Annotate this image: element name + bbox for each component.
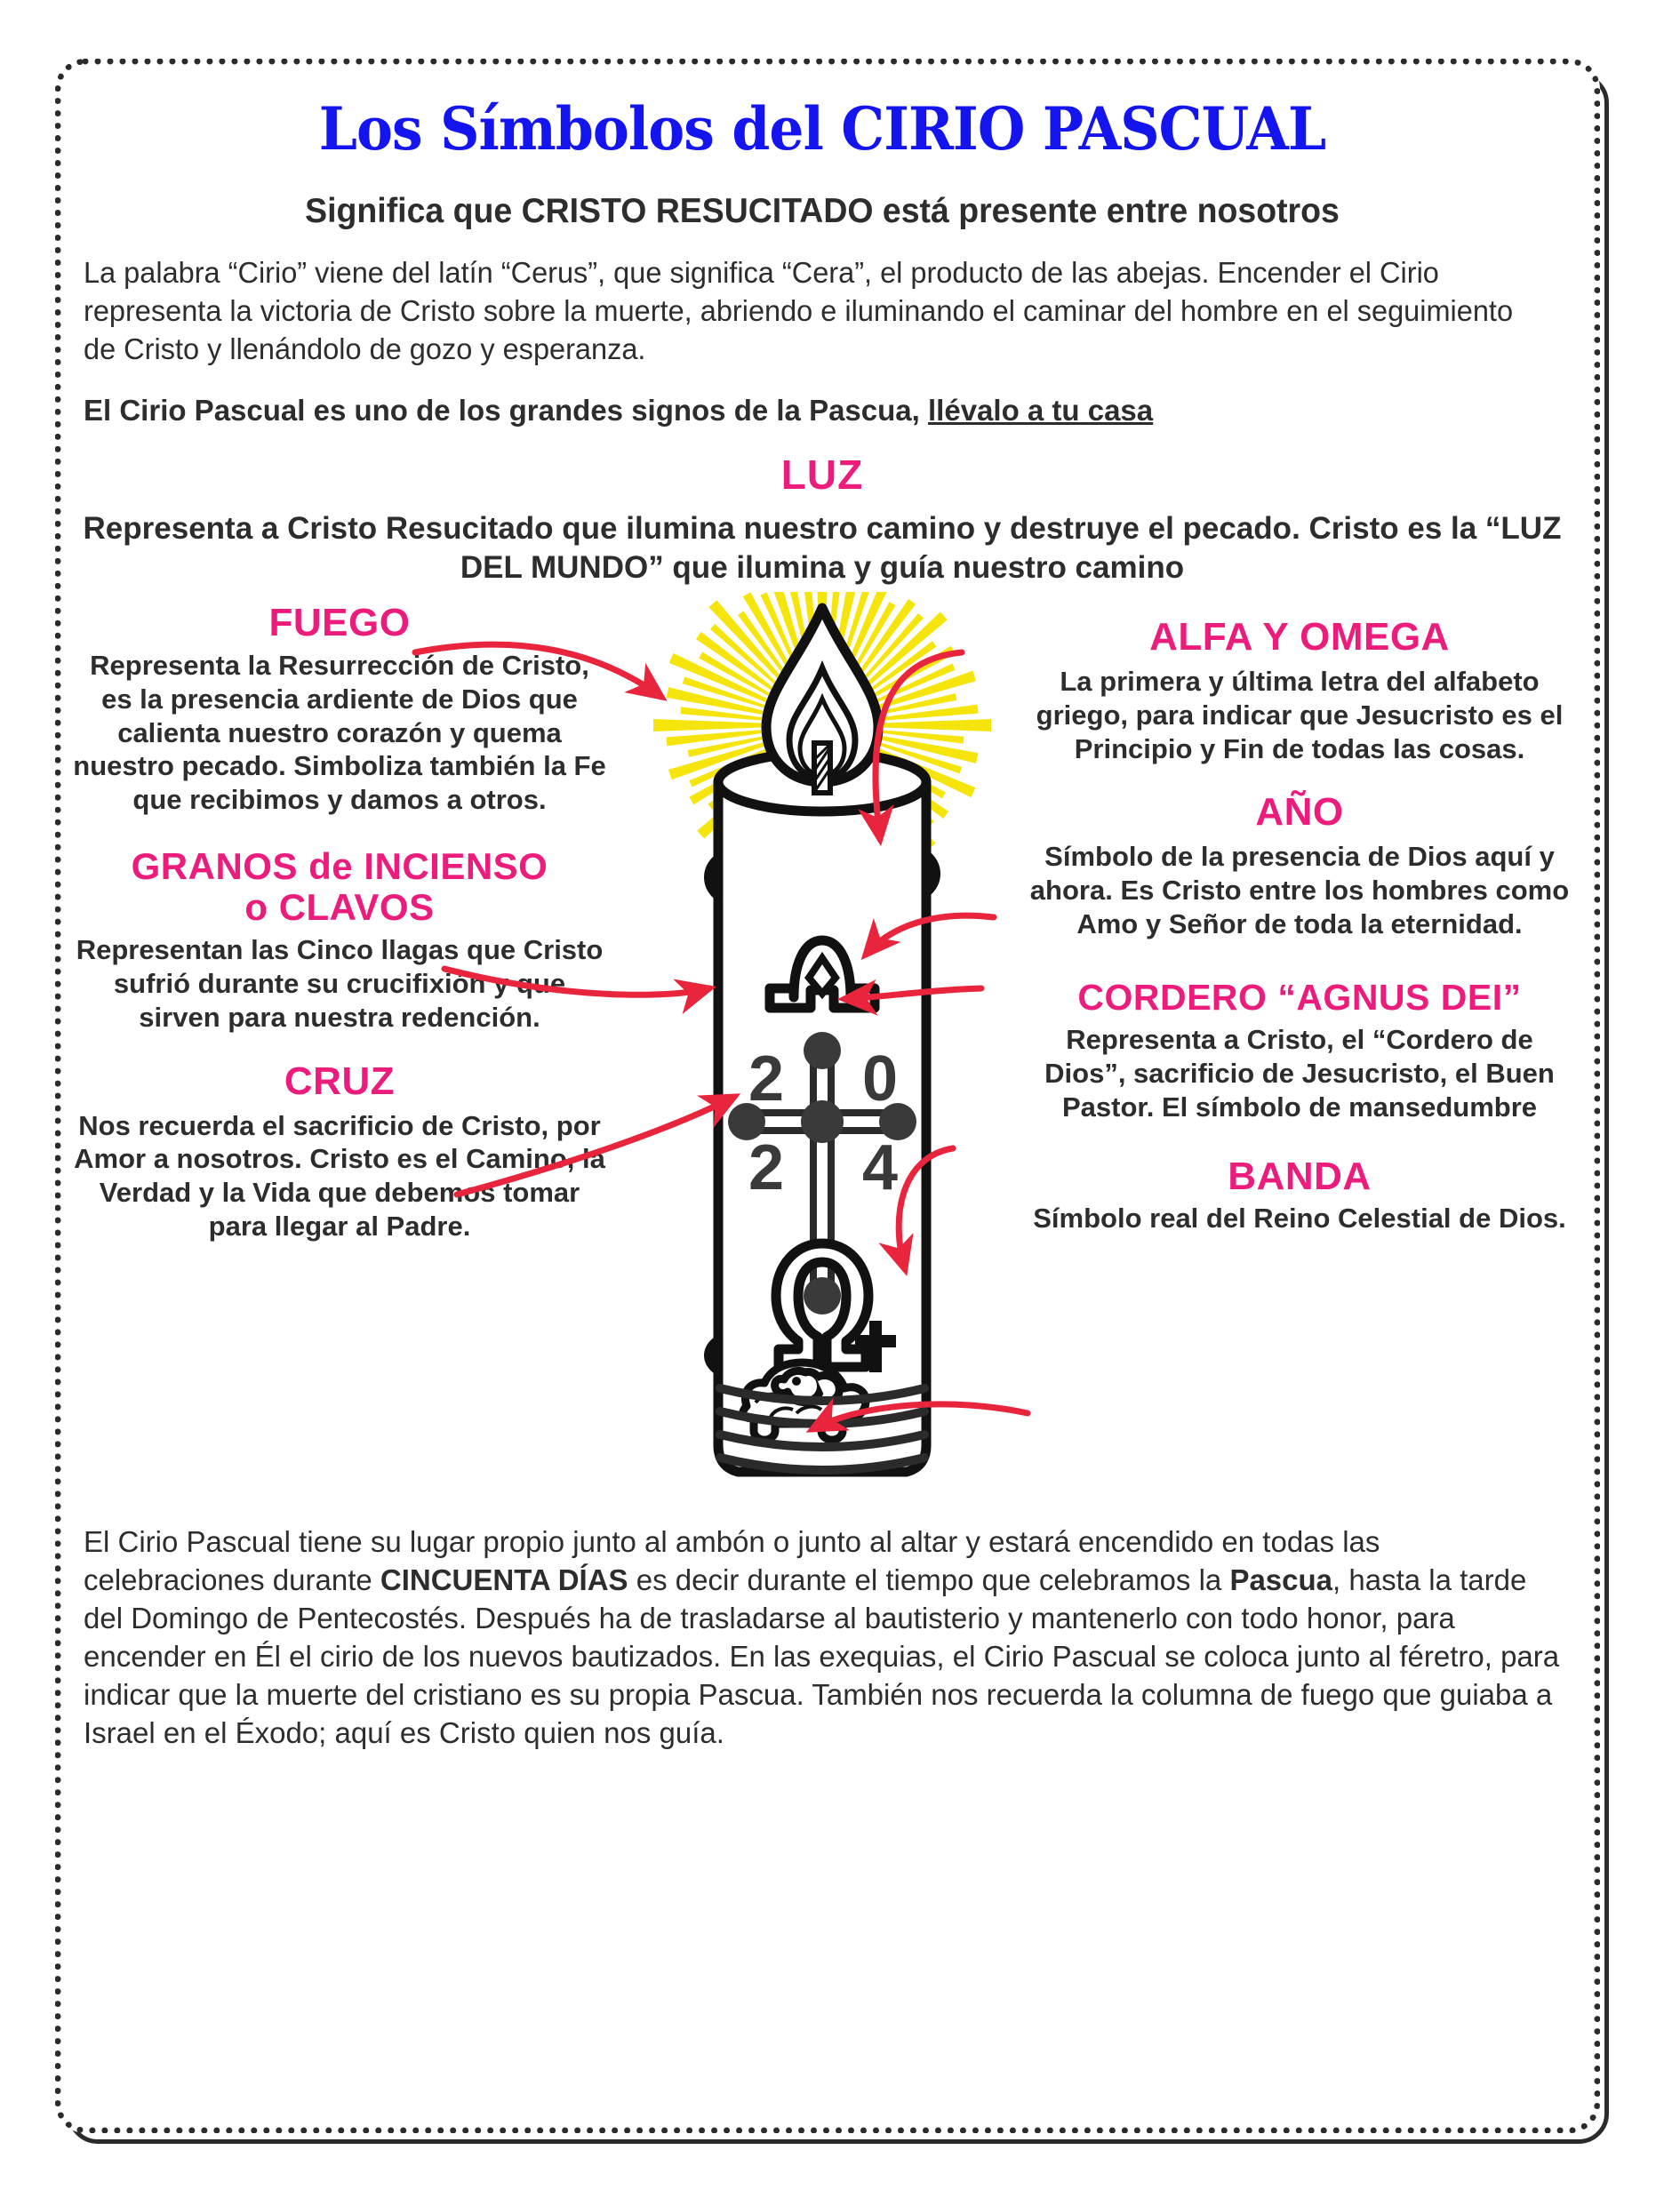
incense-grain-top bbox=[804, 1032, 841, 1069]
left-annotations-column bbox=[73, 597, 606, 1247]
section-cordero bbox=[1024, 976, 1575, 1124]
year-digit-3: 4 bbox=[861, 1132, 899, 1204]
section-heading-cordero: CORDERO “AGNUS DEI” bbox=[1077, 976, 1522, 1018]
section-heading-granos-line2: o CLAVOS bbox=[244, 885, 435, 928]
section-body-luz: Representa a Cristo Resucitado que ilumina nuestro camino y destruye el pecado. Cristo es la “LUZ DEL MUNDO” que ilumina y guía nuestro camino bbox=[83, 510, 1562, 586]
footer-paragraph bbox=[84, 1523, 1561, 1752]
section-body-cordero: Representa a Cristo, el “Cordero de Dios”, sacrificio de Jesucristo, el Buen Pastor. El símbolo de mansedumbre bbox=[1044, 1024, 1555, 1123]
section-alfa-omega bbox=[1024, 617, 1575, 765]
section-anio bbox=[1024, 792, 1575, 940]
section-body-banda: Símbolo real del Reino Celestial de Dios. bbox=[1033, 1203, 1566, 1235]
incense-grain-center bbox=[801, 1100, 844, 1143]
section-body-cruz: Nos recuerda el sacrificio de Cristo, por Amor a nosotros. Cristo es el Camino, la Verdad y la Vida que debemos tomar para llegar al Padre. bbox=[74, 1109, 605, 1243]
poster-content bbox=[64, 69, 1580, 2114]
candle-diagram bbox=[64, 597, 1580, 1513]
footer-bold-pascua: Pascua bbox=[1229, 1563, 1333, 1597]
section-heading-luz: LUZ bbox=[780, 451, 864, 498]
intro-bold-underlined: llévalo a tu casa bbox=[928, 393, 1154, 427]
section-granos-incienso bbox=[73, 847, 606, 1035]
wick-icon bbox=[814, 743, 830, 793]
right-annotations-column bbox=[1024, 597, 1575, 1239]
section-body-anio: Símbolo de la presencia de Dios aquí y ahora. Es Cristo entre los hombres como Amo y Señor de toda la eternidad. bbox=[1029, 841, 1570, 939]
footer-part-3: , hasta la tarde del Domingo de Pentecostés. Después ha de trasladarse al bautisterio y mantenerlo con todo honor, para encender en Él el cirio de los nuevos bautizados. En las exequias, el Cirio Pascual se coloca junto al féretro, para indicar que la muerte del cristiano es su propia Pascua. También nos recuerda la columna de fuego que guiaba a Israel en el Éxodo; aquí es Cristo quien nos guía. bbox=[84, 1563, 1560, 1749]
intro-bold-lead: El Cirio Pascual es uno de los grandes signos de la Pascua, bbox=[84, 393, 928, 427]
year-digit-1: 0 bbox=[861, 1043, 899, 1115]
section-heading-granos-line1: GRANOS de INCIENSO bbox=[131, 845, 548, 888]
section-heading-anio: AÑO bbox=[1255, 790, 1344, 835]
section-heading-alfa-omega: ALFA Y OMEGA bbox=[1149, 615, 1450, 659]
section-fuego bbox=[73, 603, 606, 817]
year-digit-0: 2 bbox=[748, 1043, 785, 1115]
section-body-granos: Representan las Cinco llagas que Cristo sufrió durante su crucifixión y que sirven para nuestra redención. bbox=[76, 934, 604, 1034]
section-cruz bbox=[73, 1061, 606, 1243]
page-subtitle: Significa que CRISTO RESUCITADO está presente entre nosotros bbox=[305, 192, 1340, 230]
paschal-candle-illustration bbox=[613, 592, 1031, 1534]
incense-grain-bottom bbox=[804, 1277, 841, 1315]
section-heading-cruz: CRUZ bbox=[284, 1059, 396, 1103]
year-digit-2: 2 bbox=[748, 1132, 785, 1204]
section-banda bbox=[1024, 1156, 1575, 1236]
intro-bold-line bbox=[84, 394, 1561, 428]
section-heading-banda: BANDA bbox=[1228, 1154, 1372, 1198]
section-body-fuego: Representa la Resurrección de Cristo, es la presencia ardiente de Dios que calienta nuestro corazón y quema nuestro pecado. Simboliza también la Fe que recibimos y damos a otros. bbox=[73, 650, 606, 816]
intro-paragraph: La palabra “Cirio” viene del latín “Cerus”, que significa “Cera”, el producto de las abejas. Encender el Cirio representa la victoria de Cristo sobre la muerte, abriendo e iluminando el caminar del hombre en el seguimiento de Cristo y llenándolo de gozo y esperanza. bbox=[84, 256, 1514, 365]
section-heading-fuego: FUEGO bbox=[268, 601, 411, 645]
footer-bold-cincuenta-dias: CINCUENTA DÍAS bbox=[380, 1563, 628, 1597]
footer-part-1: El Cirio Pascual tiene su lugar propio junto al ambón o junto al altar y estará encendido en todas las celebraciones durante bbox=[84, 1525, 1380, 1597]
section-body-alfa-omega: La primera y última letra del alfabeto griego, para indicar que Jesucristo es el Principio y Fin de todas las cosas. bbox=[1036, 666, 1564, 764]
page-title: Los Símbolos del CIRIO PASCUAL bbox=[318, 94, 1326, 164]
footer-part-2: es decir durante el tiempo que celebramos la bbox=[628, 1563, 1230, 1597]
